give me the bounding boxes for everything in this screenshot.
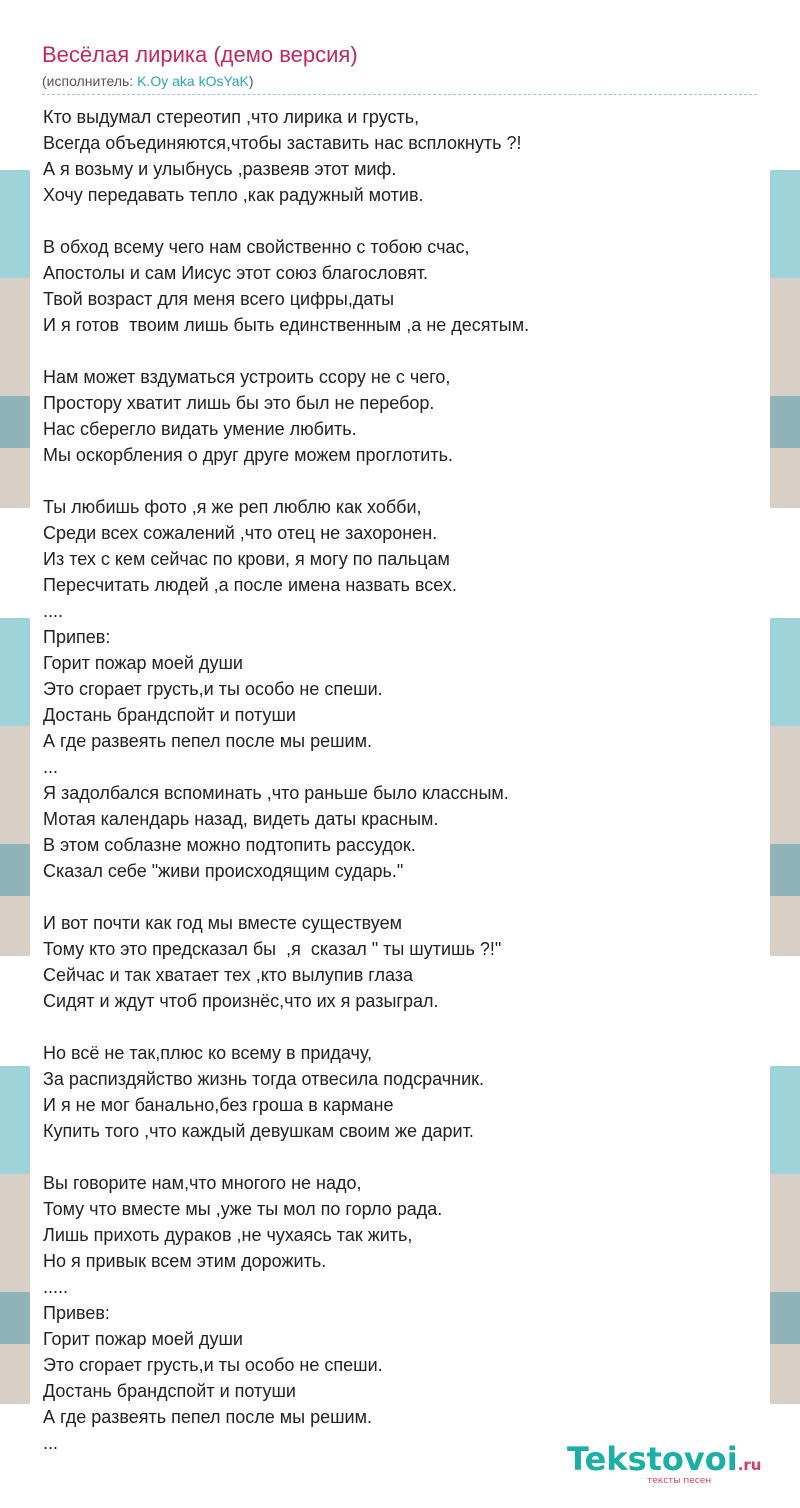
lyric-line: Простору хватит лишь бы это был не перебор. xyxy=(43,393,435,413)
lyric-line: Сидят и ждут чтоб произнёс,что их я разыграл. xyxy=(43,991,439,1011)
lyric-line: Сейчас и так хватает тех ,кто вылупив глаза xyxy=(43,965,414,985)
stanza-break xyxy=(43,884,758,910)
artist-prefix: (исполнитель: xyxy=(42,73,138,89)
lyric-line: И вот почти как год мы вместе существуем xyxy=(43,913,402,933)
lyric-line: Лишь прихоть дураков ,не чухаясь так жить, xyxy=(43,1225,413,1245)
lyric-line: Твой возраст для меня всего цифры,даты xyxy=(43,289,395,309)
lyric-line: Купить того ,что каждый девушкам своим же дарит. xyxy=(43,1121,474,1141)
lyric-line: Нас сберегло видать умение любить. xyxy=(43,419,357,439)
lyric-line: Среди всех сожалений ,что отец не захоронен. xyxy=(43,523,438,543)
lyric-line: Апостолы и сам Иисус этот союз благословят. xyxy=(43,263,429,283)
lyric-line: Всегда объединяются,чтобы заставить нас всплокнуть ?! xyxy=(43,133,522,153)
stanza-break xyxy=(43,468,758,494)
lyric-line: Это сгорает грусть,и ты особо не спеши. xyxy=(43,679,383,699)
logo-wordmark xyxy=(567,1440,761,1478)
lyric-line: Ты любишь фото ,я же реп люблю как хобби, xyxy=(43,497,422,517)
lyric-line: Это сгорает грусть,и ты особо не спеши. xyxy=(43,1355,383,1375)
lyric-line: За распиздяйство жизнь тогда отвесила подсрачник. xyxy=(43,1069,485,1089)
lyric-line: Кто выдумал стереотип ,что лирика и грусть, xyxy=(43,107,420,127)
song-title: Весёлая лирика (демо версия) xyxy=(42,42,358,67)
lyric-line: В обход всему чего нам свойственно с тобою счас, xyxy=(43,237,470,257)
lyric-line: А где развеять пепел после мы решим. xyxy=(43,1407,372,1427)
stanza-break xyxy=(43,1014,758,1040)
lyric-line: Сказал себе "живи происходящим сударь." xyxy=(43,861,404,881)
lyric-line: Достань брандспойт и потуши xyxy=(43,705,296,725)
lyric-line: Но всё не так,плюс ко всему в придачу, xyxy=(43,1043,373,1063)
lyric-line: Мы оскорбления о друг друге можем проглотить. xyxy=(43,445,453,465)
lyric-line: Мотая календарь назад, видеть даты красным. xyxy=(43,809,439,829)
lyric-line: И я готов твоим лишь быть единственным ,а не десятым. xyxy=(43,315,530,335)
lyric-line: Нам может вздуматься устроить ссору не с чего, xyxy=(43,367,451,387)
lyric-line: ... xyxy=(43,1433,59,1453)
artist-suffix: ) xyxy=(248,73,254,89)
stanza-break xyxy=(43,1144,758,1170)
lyric-line: Пересчитать людей ,а после имена назвать всех. xyxy=(43,575,457,595)
logo-tld: .ru xyxy=(737,1456,762,1474)
lyric-line: Припев: xyxy=(43,627,111,647)
lyric-line: И я не мог банально,без гроша в кармане xyxy=(43,1095,394,1115)
lyric-line: Достань брандспойт и потуши xyxy=(43,1381,296,1401)
lyric-line: .... xyxy=(43,601,64,621)
lyric-line: В этом соблазне можно подтопить рассудок. xyxy=(43,835,416,855)
lyric-line: ..... xyxy=(43,1277,69,1297)
artist-line xyxy=(42,73,254,89)
logo-brand: Tekstovoi xyxy=(567,1440,738,1478)
lyric-line: Но я привык всем этим дорожить. xyxy=(43,1251,327,1271)
lyrics-body xyxy=(43,104,758,1456)
site-logo[interactable] xyxy=(567,1440,777,1490)
lyric-line: Хочу передавать тепло ,как радужный мотив. xyxy=(43,185,424,205)
stanza-break xyxy=(43,208,758,234)
lyric-line: Горит пожар моей души xyxy=(43,1329,243,1349)
lyric-line: Привев: xyxy=(43,1303,110,1323)
lyric-line: Тому что вместе мы ,уже ты мол по горло рада. xyxy=(43,1199,443,1219)
lyric-line: А я возьму и улыбнусь ,развеяв этот миф. xyxy=(43,159,397,179)
lyrics-card xyxy=(30,28,770,1478)
lyric-line: Из тех с кем сейчас по крови, я могу по пальцам xyxy=(43,549,450,569)
stanza-break xyxy=(43,338,758,364)
lyric-line: Вы говорите нам,что многого не надо, xyxy=(43,1173,362,1193)
lyric-line: Тому кто это предсказал бы ,я сказал " ты шутишь ?!" xyxy=(43,939,502,959)
lyric-line: Горит пожар моей души xyxy=(43,653,243,673)
lyric-line: А где развеять пепел после мы решим. xyxy=(43,731,372,751)
lyric-line: Я задолбался вспоминать ,что раньше было классным. xyxy=(43,783,509,803)
title-divider xyxy=(42,94,757,95)
artist-link[interactable]: K.Oy aka kOsYaK xyxy=(137,73,249,89)
logo-tagline: тексты песен xyxy=(647,1476,712,1486)
lyric-line: ... xyxy=(43,757,59,777)
